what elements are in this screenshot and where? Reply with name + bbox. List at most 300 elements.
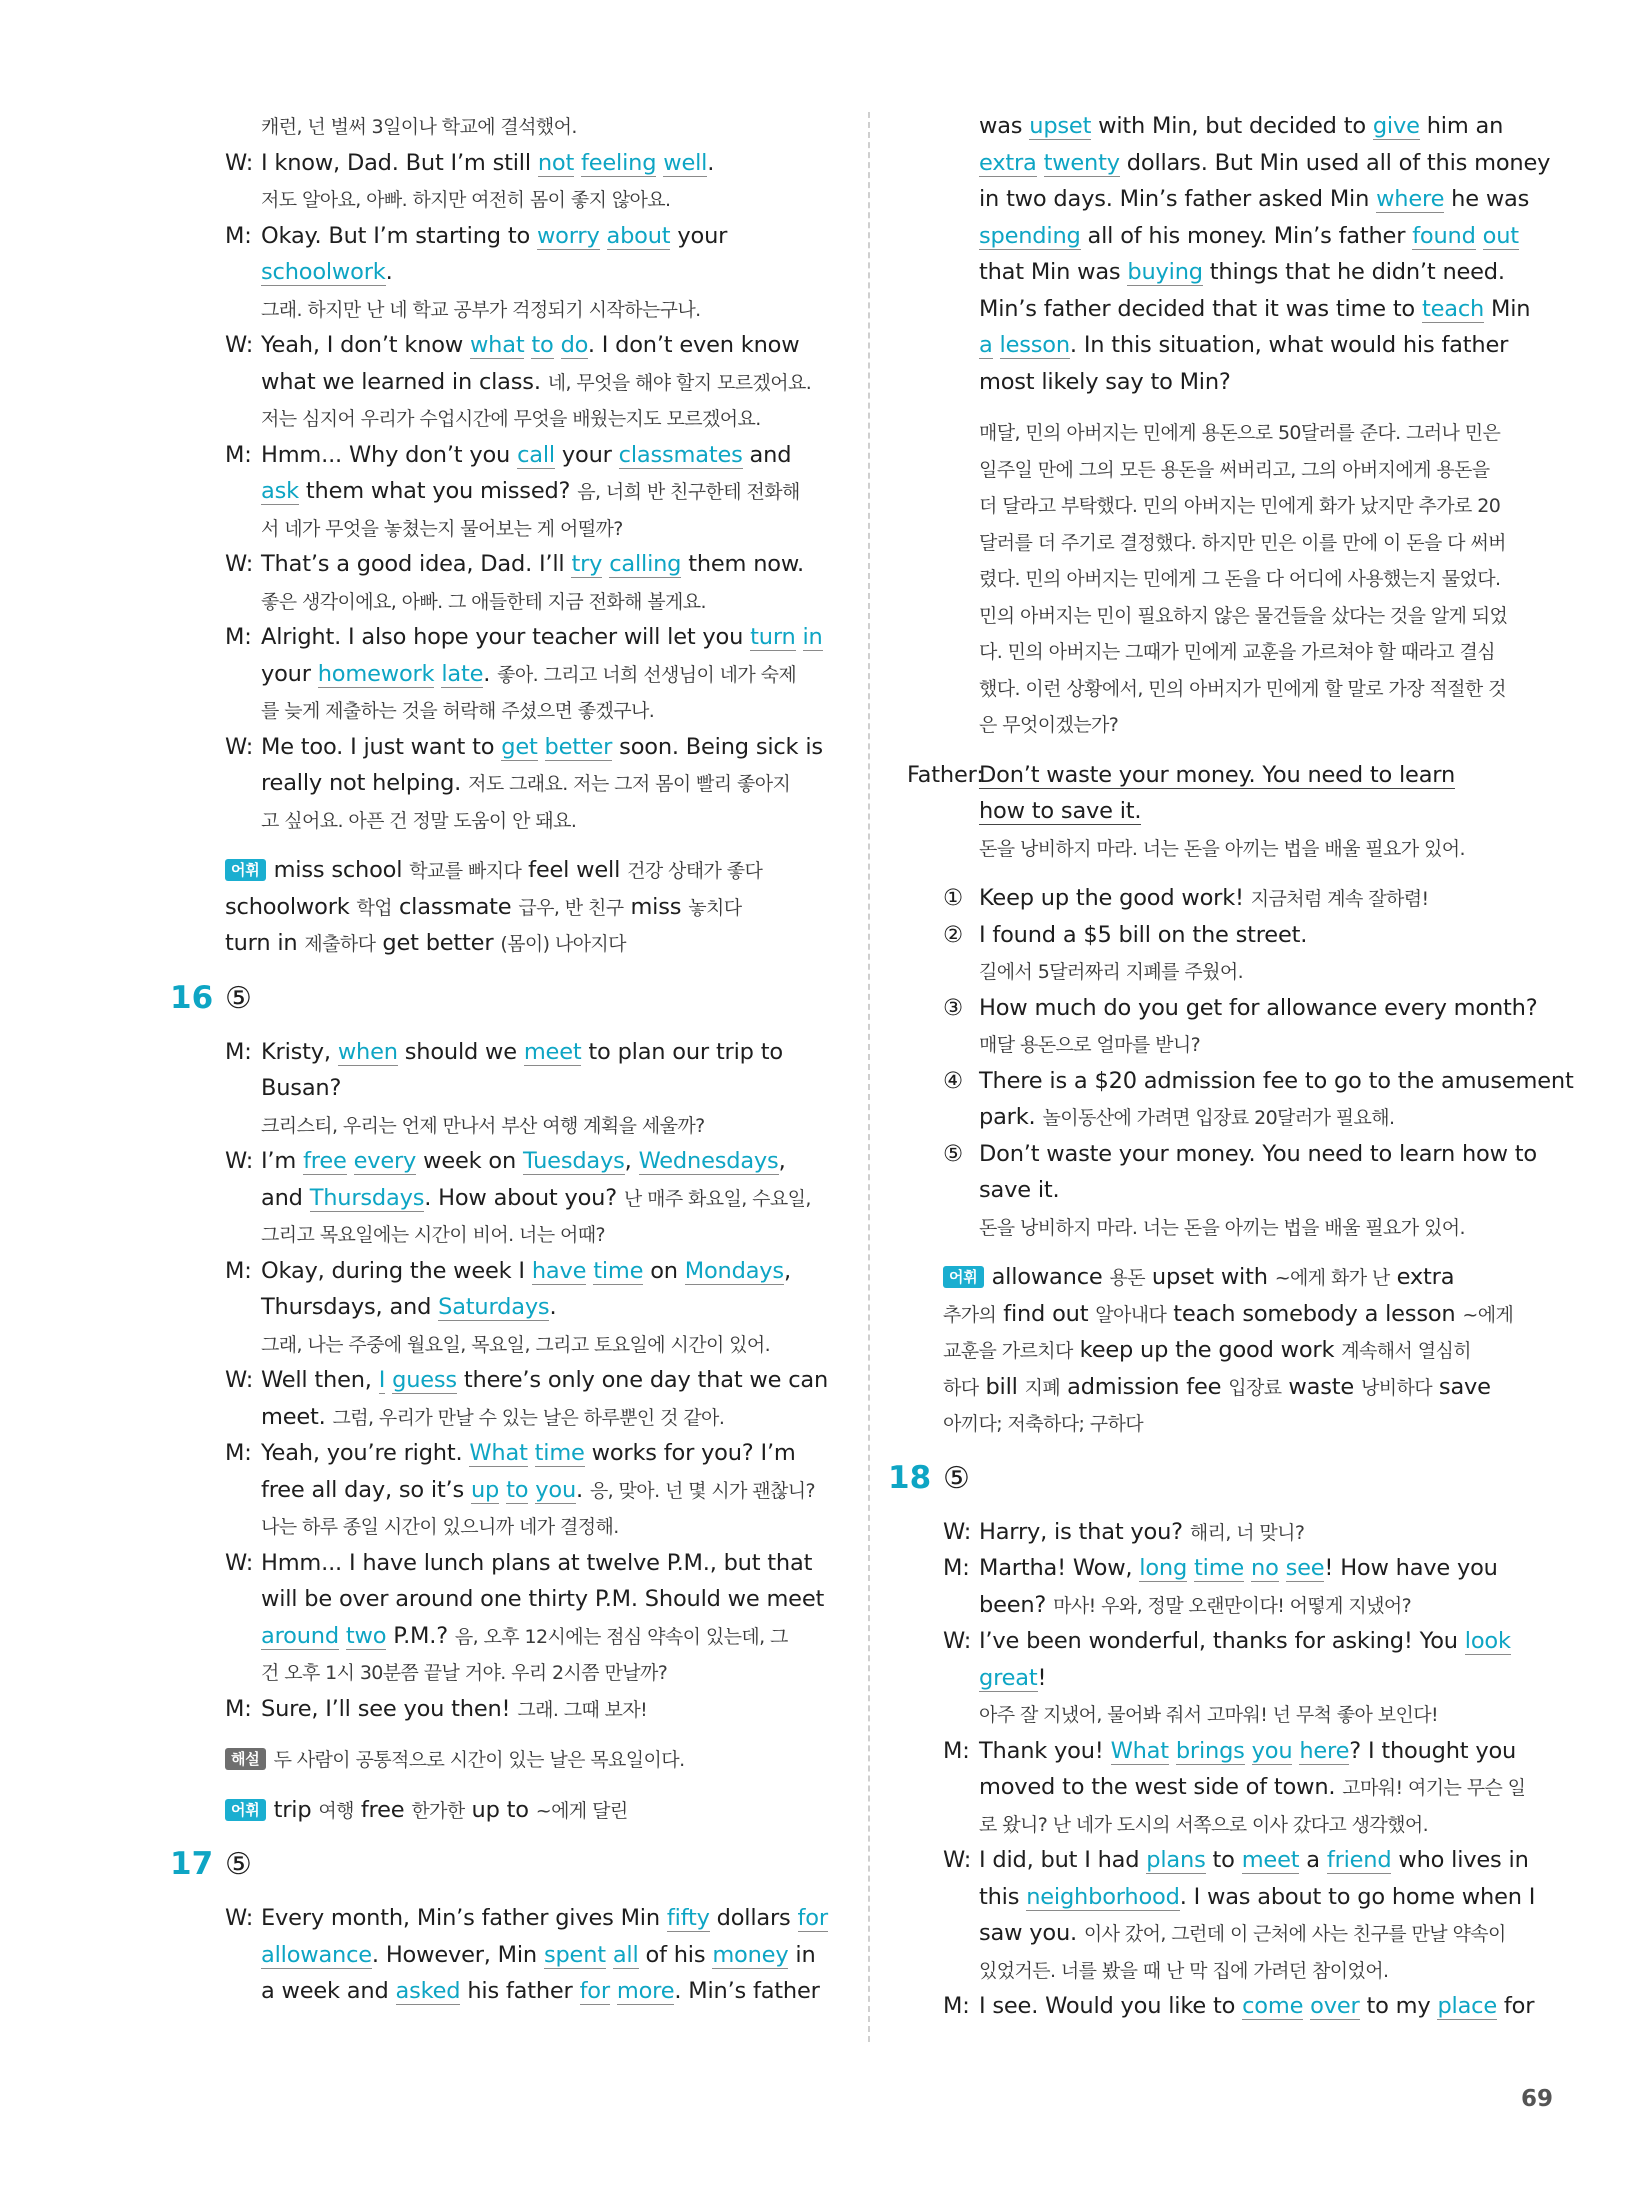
text-line — [225, 1472, 845, 1509]
korean-translation: 하다 — [943, 1376, 979, 1399]
blank-answer: spending — [979, 222, 1081, 249]
text-line — [943, 1988, 1565, 2025]
question-number: 17 — [170, 1846, 214, 1882]
text-line — [943, 1026, 1565, 1063]
blank-answer: great — [979, 1664, 1038, 1691]
english-text: feel well — [521, 857, 628, 883]
english-text: works for you? I’m — [584, 1440, 796, 1466]
speaker-label: M: — [943, 1993, 970, 2019]
text-line — [943, 108, 1565, 145]
korean-translation: 돈을 낭비하지 마라. 너는 돈을 아끼는 법을 배울 필요가 있어. — [979, 837, 1465, 860]
english-text: free — [353, 1796, 412, 1823]
english-text: really not helping. — [261, 770, 469, 796]
english-text: Sure, I’ll see you then! — [261, 1695, 518, 1722]
korean-translation: 고마워! 여기는 무슨 일 — [1342, 1777, 1526, 1799]
speaker-label: W: — [225, 1905, 254, 1931]
blank-answer: two — [345, 1622, 387, 1649]
english-text — [1476, 223, 1483, 249]
korean-translation: 지폐 — [1024, 1376, 1061, 1399]
korean-translation: 일주일 만에 그의 모든 용돈을 써버리고, 그의 아버지에게 용돈을 — [979, 458, 1490, 481]
korean-translation: 두 사람이 공통적으로 시간이 있는 날은 목요일이다. — [273, 1749, 685, 1771]
text-line — [225, 546, 845, 583]
korean-translation: 더 달라고 부탁했다. 민의 아버지는 민에게 화가 났지만 추가로 20 — [979, 495, 1501, 517]
korean-translation: 크리스티, 우리는 언제 만나서 부산 여행 계획을 세울까? — [261, 1114, 705, 1137]
text-line — [225, 291, 845, 328]
english-text: Min’s father decided that it was time to — [979, 295, 1422, 322]
blank-answer: more — [616, 1978, 675, 2004]
blank-answer: no — [1251, 1555, 1279, 1581]
text-line — [943, 1063, 1574, 1100]
question-header — [170, 962, 845, 1034]
speaker-label: M: — [225, 624, 252, 650]
english-text: Okay, during the week I — [261, 1257, 532, 1284]
english-text: should we — [397, 1038, 524, 1065]
text-line — [225, 1545, 845, 1582]
english-text: for — [1496, 1993, 1535, 2019]
korean-translation: 지금처럼 계속 잘하렴! — [1250, 888, 1429, 910]
text-line — [225, 108, 845, 145]
english-text: Busan? — [261, 1075, 342, 1101]
english-text: week on — [416, 1148, 523, 1174]
english-text — [1279, 1555, 1286, 1581]
english-text: and — [742, 441, 792, 468]
text-line — [225, 656, 845, 693]
korean-translation: 교훈을 가르치다 — [943, 1340, 1073, 1362]
question-number: 18 — [888, 1459, 932, 1496]
korean-translation: 서 네가 무엇을 놓쳤는지 물어보는 게 어떨까? — [261, 517, 623, 540]
speaker-label: M: — [225, 222, 252, 249]
blank-answer: here — [1299, 1737, 1350, 1764]
speaker-label: Father: — [907, 761, 984, 788]
english-text: Yeah, you’re right. — [261, 1440, 470, 1466]
blank-answer: in — [802, 624, 823, 650]
answer-mark: ⑤ — [943, 1460, 970, 1496]
korean-translation: 마사! 우와, 정말 오랜만이다! 어떻게 지냈어? — [1053, 1594, 1412, 1617]
speaker-label: M: — [225, 1257, 252, 1284]
english-text: what we learned in class. — [261, 368, 548, 395]
korean-translation: 한가한 — [411, 1799, 465, 1822]
english-text: . In this situation, what would his father — [1069, 332, 1509, 358]
text-line — [225, 729, 845, 766]
korean-translation: 학업 — [356, 896, 393, 919]
english-text — [347, 1148, 354, 1174]
text-line — [225, 1792, 845, 1829]
korean-translation: 로 왔니? 난 네가 도시의 서쪽으로 이사 갔다고 생각했어. — [979, 1813, 1429, 1836]
english-text: How much do you get for allowance every month? — [979, 994, 1538, 1021]
korean-translation: 아주 잘 지냈어, 물어봐 줘서 고마워! 넌 무척 좋아 보인다! — [979, 1704, 1439, 1726]
korean-translation: 놓치다 — [688, 896, 742, 919]
english-text: will be over around one thirty P.M. Should we meet — [261, 1586, 825, 1612]
speaker-label: W: — [225, 1549, 254, 1576]
option-number: ③ — [943, 994, 963, 1021]
text-line — [225, 145, 845, 182]
english-text: admission fee — [1060, 1373, 1229, 1400]
english-text — [610, 1978, 617, 2004]
korean-translation: 길에서 5달러짜리 지폐를 주웠어. — [979, 961, 1244, 983]
english-text: moved to the west side of town. — [979, 1774, 1343, 1800]
english-text: them what you missed? — [298, 478, 578, 504]
english-text: There is a $20 admission fee to go to the amusement — [979, 1067, 1574, 1094]
blank-answer: classmates — [618, 441, 743, 468]
text-line — [225, 1435, 845, 1472]
korean-translation: 추가의 — [943, 1303, 997, 1326]
text-line — [225, 1508, 845, 1545]
answer-underline — [979, 762, 1455, 789]
korean-translation: 렸다. 민의 아버지는 민에게 그 돈을 다 어디에 사용했는지 물었다. — [979, 568, 1501, 590]
english-text: park. — [979, 1104, 1043, 1130]
text-line — [225, 400, 845, 437]
blank-answer: well — [663, 149, 708, 176]
text-line — [943, 1952, 1565, 1989]
text-line — [943, 451, 1565, 488]
english-text: , — [778, 1148, 786, 1174]
blank-answer: for — [797, 1905, 828, 1931]
english-text: to — [1205, 1847, 1242, 1873]
english-text — [993, 332, 1000, 358]
blank-answer: fifty — [666, 1905, 710, 1931]
text-line — [943, 1099, 1565, 1136]
english-text: save it. — [979, 1177, 1060, 1203]
blank-answer: Saturdays — [438, 1294, 550, 1320]
english-text: his father — [460, 1978, 580, 2004]
korean-translation: 나는 하루 종일 시간이 있으니까 네가 결정해. — [261, 1516, 619, 1538]
english-text: Hmm... Why don’t you — [261, 441, 518, 468]
text-line — [943, 1296, 1565, 1333]
english-text — [1169, 1738, 1176, 1764]
spacer — [943, 1245, 1565, 1259]
speaker-label: W: — [225, 149, 254, 176]
blank-answer: neighborhood — [1026, 1883, 1180, 1910]
blank-answer: guess — [392, 1367, 457, 1393]
korean-translation: 그럼, 우리가 만날 수 있는 날은 하루뿐인 것 같아. — [332, 1406, 725, 1429]
english-text: find out — [996, 1300, 1096, 1327]
blank-answer: out — [1482, 222, 1519, 249]
text-line — [225, 181, 845, 218]
korean-translation: 급우, 반 친구 — [518, 896, 624, 919]
korean-translation: 용돈 — [1109, 1267, 1145, 1289]
vocab-badge: 어휘 — [225, 859, 266, 881]
speaker-label: W: — [943, 1847, 972, 1873]
speaker-label: W: — [225, 733, 254, 760]
blank-answer: Mondays — [684, 1257, 784, 1284]
english-text: . Min’s father — [674, 1978, 820, 2004]
text-line — [943, 524, 1565, 561]
english-text: Thursdays, and — [261, 1294, 439, 1320]
english-text: Don’t waste your money. You need to learn — [979, 761, 1456, 788]
spacer — [225, 838, 845, 852]
blank-answer: have — [531, 1257, 587, 1284]
english-text — [554, 332, 561, 358]
option-number: ④ — [943, 1067, 963, 1094]
text-line — [943, 830, 1565, 867]
english-text: them now. — [681, 551, 804, 577]
english-text: to my — [1359, 1993, 1438, 2019]
blank-answer: buying — [1127, 259, 1203, 285]
english-text: in — [788, 1941, 816, 1968]
text-line — [943, 1369, 1565, 1406]
korean-translation: 고 싶어요. 아픈 건 정말 도움이 안 돼요. — [261, 809, 577, 832]
english-text: . — [549, 1294, 557, 1320]
english-text: Yeah, I don’t know — [261, 332, 470, 358]
english-text: bill — [978, 1373, 1025, 1400]
speaker-label: M: — [225, 441, 252, 468]
english-text: meet. — [261, 1403, 333, 1430]
english-text: I’m — [261, 1148, 304, 1174]
english-text: Okay. But I’m starting to — [261, 222, 537, 249]
english-text: dollars. But Min used all of this money — [1119, 149, 1551, 176]
korean-translation: ~에게 달린 — [535, 1799, 628, 1822]
blank-answer: allowance — [261, 1941, 372, 1968]
text-line — [225, 1253, 845, 1290]
text-line — [943, 1172, 1565, 1209]
blank-answer: spent — [543, 1941, 606, 1968]
text-line — [225, 1973, 845, 2010]
text-line — [225, 473, 845, 510]
english-text — [339, 1623, 346, 1649]
english-text — [606, 1942, 613, 1968]
speaker-label: W: — [943, 1518, 972, 1545]
speaker-label: W: — [943, 1628, 972, 1654]
blank-answer: do — [560, 332, 588, 358]
text-line — [225, 1180, 845, 1217]
text-line — [943, 1209, 1565, 1246]
blank-answer: over — [1310, 1993, 1360, 2019]
english-text: who lives in — [1391, 1847, 1529, 1873]
english-text: him an — [1419, 113, 1504, 139]
english-text: Alright. I also hope your teacher will let you — [261, 624, 751, 650]
korean-translation: 네, 무엇을 해야 할지 모르겠어요. — [547, 371, 812, 394]
text-line — [943, 1514, 1565, 1551]
blank-answer: I — [378, 1367, 386, 1393]
blank-answer: schoolwork — [261, 259, 386, 285]
korean-translation: 난 매주 화요일, 수요일, — [623, 1187, 811, 1210]
blank-answer: lesson — [999, 332, 1070, 358]
text-line — [943, 880, 1565, 917]
blank-answer: friend — [1326, 1847, 1392, 1873]
english-text: . — [385, 259, 393, 285]
text-line — [225, 1654, 845, 1691]
korean-translation: 좋아. 그리고 너희 선생님이 네가 숙제 — [497, 663, 797, 686]
english-text: soon. Being sick is — [612, 733, 823, 760]
korean-translation: 건 오후 1시 30분쯤 끝날 거야. 우리 2시쯤 만날까? — [261, 1662, 668, 1684]
blank-answer: upset — [1029, 113, 1092, 139]
english-text: Every month, Min’s father gives Min — [261, 1905, 667, 1931]
english-text: up to — [464, 1796, 536, 1823]
blank-answer: to — [506, 1476, 529, 1503]
english-text: a — [1299, 1847, 1327, 1873]
english-text: teach somebody a lesson — [1166, 1300, 1463, 1327]
english-text: your — [261, 660, 318, 687]
english-text: all of his money. Min’s father — [1080, 222, 1413, 249]
text-line — [943, 990, 1565, 1027]
text-line — [225, 925, 845, 962]
text-line — [225, 1581, 845, 1618]
blank-answer: time — [1194, 1555, 1245, 1581]
left-column — [170, 108, 845, 2010]
english-text: . — [707, 149, 715, 176]
text-line — [225, 1618, 845, 1655]
blank-answer: twenty — [1043, 149, 1120, 176]
english-text: Martha! Wow, — [979, 1555, 1140, 1581]
blank-answer: extra — [979, 149, 1037, 176]
blank-answer: What — [469, 1440, 528, 1466]
blank-answer: meet — [523, 1038, 582, 1065]
blank-answer: time — [534, 1440, 585, 1466]
text-line — [907, 757, 1565, 794]
english-text: Hmm... I have lunch plans at twelve P.M., but that — [261, 1549, 813, 1576]
english-text: how to save it. — [979, 798, 1142, 824]
text-line — [225, 1216, 845, 1253]
blank-answer: worry — [536, 222, 600, 249]
english-text: get better — [375, 930, 501, 956]
text-line — [225, 218, 845, 255]
text-line — [225, 1034, 845, 1071]
english-text: ! How have you — [1324, 1555, 1498, 1581]
speaker-label: M: — [943, 1555, 970, 1581]
text-line — [225, 1362, 845, 1399]
spacer — [225, 1727, 845, 1741]
text-line — [225, 619, 845, 656]
english-text: been? — [979, 1591, 1054, 1618]
english-text: Harry, is that you? — [979, 1518, 1190, 1545]
text-line — [943, 1879, 1565, 1916]
korean-translation: 캐런, 넌 벌써 3일이나 학교에 결석했어. — [261, 116, 577, 138]
korean-translation: 저는 심지어 우리가 수업시간에 무엇을 배웠는지도 모르겠어요. — [261, 408, 761, 430]
english-text: in two days. Min’s father asked Min — [979, 186, 1377, 212]
text-line — [225, 1070, 845, 1107]
speaker-label: W: — [225, 551, 254, 577]
answer-mark: ⑤ — [225, 1847, 252, 1882]
english-text: keep up the good work — [1072, 1337, 1342, 1363]
blank-answer: better — [544, 733, 613, 760]
english-text: dollars — [709, 1905, 798, 1931]
spacer — [225, 1778, 845, 1792]
english-text: free all day, so it’s — [261, 1476, 471, 1503]
english-text: , — [624, 1148, 639, 1174]
column-divider — [868, 112, 870, 2042]
english-text: classmate — [392, 893, 519, 920]
korean-translation: 음, 너희 반 친구한테 전화해 — [577, 481, 800, 503]
english-text: ? I thought you — [1349, 1737, 1517, 1764]
blank-answer: Tuesdays — [522, 1148, 625, 1174]
blank-answer: late — [441, 660, 484, 687]
english-text — [796, 624, 803, 650]
text-line — [225, 583, 845, 620]
english-text: allowance — [991, 1264, 1110, 1290]
english-text: . — [483, 660, 498, 687]
text-line — [225, 1326, 845, 1363]
text-line — [943, 1696, 1565, 1733]
text-line — [225, 510, 845, 547]
english-text — [538, 734, 545, 760]
english-text: was — [979, 113, 1030, 139]
korean-translation: 좋은 생각이에요, 아빠. 그 애들한테 지금 전화해 볼게요. — [261, 590, 706, 613]
text-line — [225, 1107, 845, 1144]
blank-answer: up — [471, 1476, 500, 1503]
korean-translation: 아끼다; 저축하다; 구하다 — [943, 1413, 1144, 1435]
korean-translation: 그래. 하지만 난 네 학교 공부가 걱정되기 시작하는구나. — [261, 298, 701, 321]
text-line — [225, 765, 845, 802]
blank-answer: Thursdays — [309, 1184, 425, 1211]
english-text: saw you. — [979, 1920, 1084, 1946]
text-line — [943, 1332, 1565, 1369]
english-text: on — [643, 1257, 685, 1284]
english-text: a week and — [261, 1978, 396, 2004]
korean-translation: 다. 민의 아버지는 그때가 민에게 교훈을 가르쳐야 할 때라고 결심 — [979, 641, 1496, 663]
korean-translation: 달러를 더 주기로 결정했다. 하지만 민은 이를 만에 이 돈을 다 써버 — [979, 531, 1506, 554]
english-text: save — [1431, 1373, 1491, 1400]
english-text: that Min was — [979, 259, 1128, 285]
english-text: . I was about to go home when I — [1179, 1883, 1536, 1910]
english-text: trip — [273, 1796, 319, 1823]
text-line — [943, 1733, 1565, 1770]
text-line — [225, 364, 845, 401]
blank-answer: call — [517, 441, 555, 468]
blank-answer: money — [712, 1941, 789, 1968]
english-text: , — [783, 1257, 791, 1284]
korean-translation: 입장료 — [1228, 1376, 1282, 1399]
english-text — [600, 223, 607, 249]
blank-answer: not — [537, 149, 575, 176]
text-line — [943, 1587, 1565, 1624]
text-line — [943, 487, 1565, 524]
korean-translation: 저도 알아요, 아빠. 하지만 여전히 몸이 좋지 않아요. — [261, 189, 671, 211]
text-line — [225, 889, 845, 926]
text-line — [225, 327, 845, 364]
vocab-badge: 어휘 — [225, 1799, 266, 1821]
text-line — [943, 414, 1565, 451]
blank-answer: to — [531, 332, 554, 358]
page-number: 69 — [1520, 2086, 1553, 2112]
text-line — [225, 1691, 845, 1728]
text-line — [943, 181, 1565, 218]
text-line — [943, 327, 1565, 364]
blank-answer: asked — [395, 1978, 461, 2004]
english-text — [574, 150, 581, 176]
blank-answer: time — [593, 1257, 644, 1284]
question-header — [888, 1442, 1565, 1514]
korean-translation: ~에게 — [1462, 1303, 1514, 1326]
blank-answer: give — [1372, 113, 1420, 139]
blank-answer: about — [606, 222, 671, 249]
english-text: extra — [1389, 1264, 1455, 1290]
text-line — [943, 1550, 1565, 1587]
speaker-label: W: — [225, 1148, 254, 1174]
right-column — [888, 108, 1574, 2025]
korean-translation: 건강 상태가 좋다 — [627, 860, 763, 882]
korean-translation: 민의 아버지는 민이 필요하지 않은 물건들을 샀다는 것을 알게 되었 — [979, 604, 1508, 627]
question-number: 16 — [170, 979, 214, 1016]
blank-answer: all — [612, 1941, 639, 1968]
korean-translation: 그래, 나는 주중에 월요일, 목요일, 그리고 토요일에 시간이 있어. — [261, 1333, 771, 1356]
speaker-label: M: — [225, 1440, 252, 1466]
english-text: Don’t waste your money. You need to learn how to — [979, 1140, 1537, 1167]
blank-answer: come — [1242, 1993, 1304, 2019]
korean-translation: 음, 오후 12시에는 점심 약속이 있는데, 그 — [454, 1625, 788, 1648]
korean-translation: 돈을 낭비하지 마라. 너는 돈을 아끼는 법을 배울 필요가 있어. — [979, 1216, 1465, 1239]
blank-answer: get — [501, 733, 538, 760]
option-number: ① — [943, 885, 963, 911]
english-text: most likely say to Min? — [979, 368, 1231, 395]
korean-translation: 매달, 민의 아버지는 민에게 용돈으로 50달러를 준다. 그러나 민은 — [979, 422, 1501, 444]
english-text: I know, Dad. But I’m still — [261, 149, 538, 176]
vocab-badge: 어휘 — [943, 1266, 984, 1288]
text-line — [225, 437, 845, 474]
english-text: your — [670, 222, 728, 249]
english-text: things that he didn’t need. — [1202, 259, 1505, 285]
korean-translation: 응, 맞아. 넌 몇 시가 괜찮니? — [589, 1479, 816, 1502]
text-line — [943, 1806, 1565, 1843]
